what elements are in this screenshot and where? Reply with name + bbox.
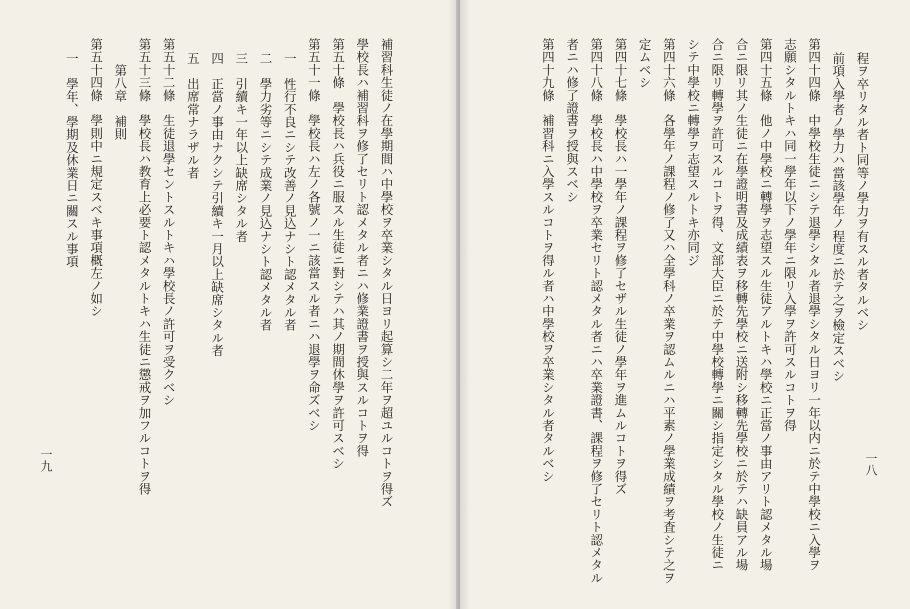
text-line: 補習科生徒ノ在學期間ハ中學校ヲ卒業シタル日ヨリ起算シ二年ヲ超ユルコトヲ得ズ [379, 38, 394, 508]
text-line: 程ヲ卒リタル者ト同等ノ學力ヲ有スル者タルベシ [855, 52, 870, 332]
text-line: 志願シタルトキハ同一學年以下ノ學年ニ限リ入學ヲ許可スルコトヲ得 [782, 38, 798, 432]
book-gutter [448, 0, 470, 609]
page-number: 一九 [39, 448, 53, 472]
text-line: 一 學年、學期及休業日ニ關スル事項 [64, 52, 80, 268]
text-line: 第五十三條 學校長ハ教育上必要ト認メタルトキハ生徒ニ懲戒ヲ加フルコトヲ得 [136, 38, 152, 496]
text-line: 第四十六條 各學年ノ課程ノ修了又ハ全學科ノ卒業ヲ認ムルニハ平素ノ學業成績ヲ考査シテ之ヲ [661, 38, 677, 585]
text-line: 第四十五條 他ノ中學校ニ轉學ヲ志望スル生徒アルトキハ學校ニ正當ノ事由アリト認メタル場 [758, 38, 774, 572]
text-line: 三 引續キ一年以上缺席シタル者 [233, 52, 249, 243]
text-line: 第五十一條 學校長ハ左ノ各號ノ一ニ該當スル者ニハ退學ヲ命ズベシ [306, 38, 322, 432]
text-line: 合ニ限リ轉學ヲ許可スルコトヲ得、文部大臣ニ於テ中學校轉學ニ關シ指定シタル學校ノ生徒ニ [709, 38, 725, 572]
text-line: 二 學力劣等ニシテ成業ノ見込ナシト認メタル者 [257, 52, 273, 332]
left-page-text [59, 38, 398, 548]
right-page [460, 0, 910, 609]
text-line: 第四十四條 中學校生徒ニシテ退學シタル者退學シタル日ヨリ一年以内ニ於テ中學校ニ入學ヲ [806, 38, 822, 572]
text-line: 第四十七條 學校長ハ一學年ノ課程ヲ修了セザル生徒ノ學年ヲ進ムルコトヲ得ズ [612, 38, 628, 496]
text-line: 五 出席常ナラザル者 [185, 52, 201, 179]
text-line: 合ニ限リ其ノ生徒ニ在學證明書及成績表ヲ移轉先學校ニ送附シ移轉先學校ニ於テハ缺員アル場 [733, 38, 749, 572]
text-line: 第四十八條 學校長ハ中學校ヲ卒業セリト認メタル者ニハ卒業證書、課程ヲ修了セリト認メタル [588, 38, 604, 585]
text-line: 一 性行不良ニシテ改善ノ見込ナシト認メタル者 [282, 52, 298, 332]
text-line: 者ニハ修了證書ヲ授與スベシ [564, 38, 580, 204]
text-line: 學校長ハ補習科ヲ修了セリト認メタル者ニハ修業證書ヲ授與スルコトヲ得 [354, 38, 370, 458]
text-line: 第五十條 學校長ハ兵役ニ服スル生徒ニ對シテハ其ノ期間休學ヲ許可スベシ [330, 38, 346, 470]
chapter-heading: 第八章 補則 [112, 64, 128, 141]
text-line: 第五十四條 學則中ニ規定スベキ事項概左ノ如シ [88, 38, 104, 318]
right-page-text [535, 38, 874, 585]
text-line: 第五十二條 生徒退學セントスルトキハ學校長ノ許可ヲ受クベシ [161, 38, 177, 407]
text-line: 第四十九條 補習科ニ入學スルコトヲ得ル者ハ中學校ヲ卒業シタル者タルベシ [540, 38, 556, 483]
text-line: 定ムベシ [637, 38, 653, 89]
text-line: シテ中學校ニ轉學ヲ志望スルトキ亦同ジ [685, 38, 701, 267]
page-number: 一八 [864, 452, 878, 476]
text-line: 前項入學者ノ學力ハ當該學年ノ程度ニ於テ之ヲ檢定スベシ [830, 52, 846, 383]
text-line: 四 正當ノ事由ナクシテ引續キ一月以上缺席シタル者 [209, 52, 225, 357]
